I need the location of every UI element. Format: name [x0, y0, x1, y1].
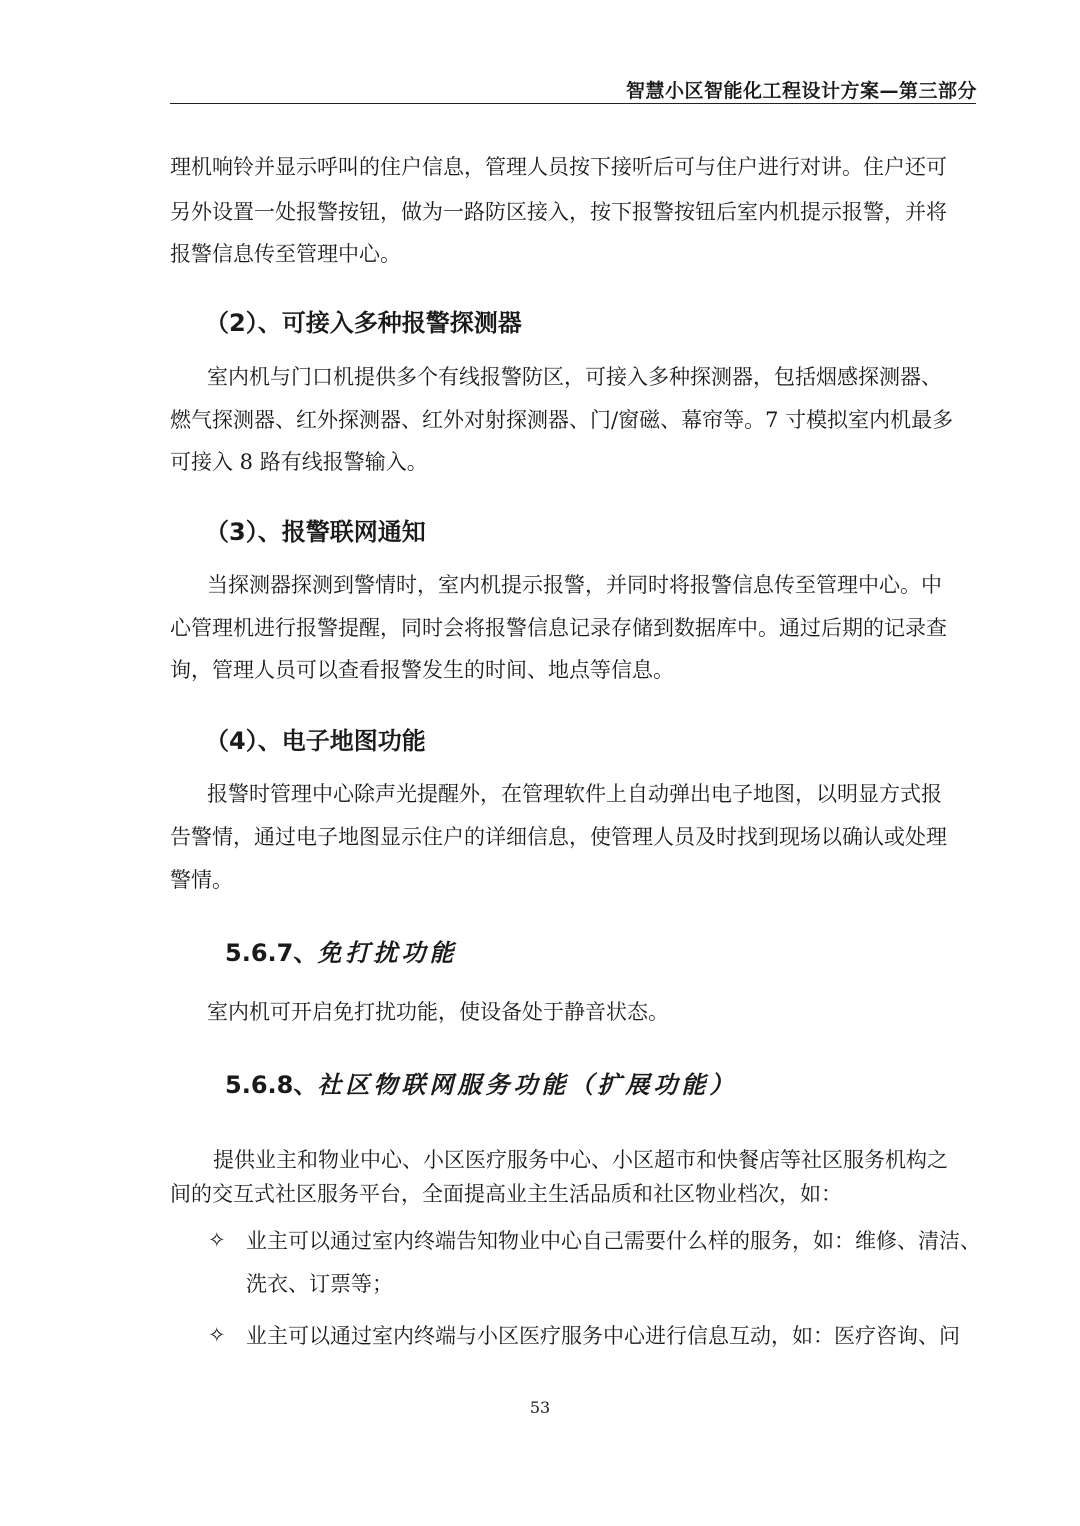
paragraph-line: 间的交互式社区服务平台，全面提高业主生活品质和社区物业档次，如：: [170, 1182, 842, 1206]
section-heading-5-6-7: [225, 933, 457, 968]
header-rule: [170, 103, 976, 104]
section-heading-3: （3）、报警联网通知: [205, 518, 426, 546]
list-item-line: 业主可以通过室内终端告知物业中心自己需要什么样的服务，如：维修、清洁、: [246, 1229, 981, 1253]
page-number: 53: [529, 1398, 551, 1417]
paragraph-line: 室内机与门口机提供多个有线报警防区，可接入多种探测器，包括烟感探测器、: [207, 365, 942, 389]
paragraph-line: 提供业主和物业中心、小区医疗服务中心、小区超市和快餐店等社区服务机构之: [213, 1148, 948, 1172]
paragraph-line: 询，管理人员可以查看报警发生的时间、地点等信息。: [170, 658, 674, 682]
diamond-bullet-icon: ✧: [208, 1323, 226, 1347]
paragraph-line: 室内机可开启免打扰功能，使设备处于静音状态。: [207, 1000, 669, 1024]
paragraph-line: 心管理机进行报警提醒，同时会将报警信息记录存储到数据库中。通过后期的记录查: [170, 616, 947, 640]
page-header-title: 智慧小区智能化工程设计方案—第三部分: [625, 80, 977, 102]
paragraph-line: 告警情，通过电子地图显示住户的详细信息，使管理人员及时找到现场以确认或处理: [170, 825, 947, 849]
paragraph-line: 理机响铃并显示呼叫的住户信息，管理人员按下接听后可与住户进行对讲。住户还可: [170, 155, 947, 179]
section-heading-2: （2）、可接入多种报警探测器: [205, 309, 522, 337]
diamond-bullet-icon: ✧: [208, 1228, 226, 1252]
section-heading-4: （4）、电子地图功能: [205, 727, 426, 755]
paragraph-line: 当探测器探测到警情时，室内机提示报警，并同时将报警信息传至管理中心。中: [207, 573, 942, 597]
paragraph-line: 报警时管理中心除声光提醒外，在管理软件上自动弹出电子地图，以明显方式报: [207, 782, 942, 806]
list-item-line: 业主可以通过室内终端与小区医疗服务中心进行信息互动，如：医疗咨询、问: [246, 1324, 960, 1348]
list-item-line: 洗衣、订票等；: [246, 1272, 393, 1296]
paragraph-line: 警情。: [170, 868, 233, 892]
paragraph-line: 报警信息传至管理中心。: [170, 242, 401, 266]
section-title: 社区物联网服务功能（扩展功能）: [317, 1071, 738, 1099]
section-heading-5-6-8: [225, 1065, 737, 1100]
paragraph-line: 燃气探测器、红外探测器、红外对射探测器、门/窗磁、幕帘等。7 寸模拟室内机最多: [170, 408, 954, 432]
paragraph-line: 可接入 8 路有线报警输入。: [170, 450, 428, 474]
paragraph-line: 另外设置一处报警按钮，做为一路防区接入，按下报警按钮后室内机提示报警，并将: [170, 200, 947, 224]
section-number: 5.6.7、: [225, 939, 318, 967]
section-title: 免打扰功能: [317, 939, 458, 967]
section-number: 5.6.8、: [225, 1071, 318, 1099]
